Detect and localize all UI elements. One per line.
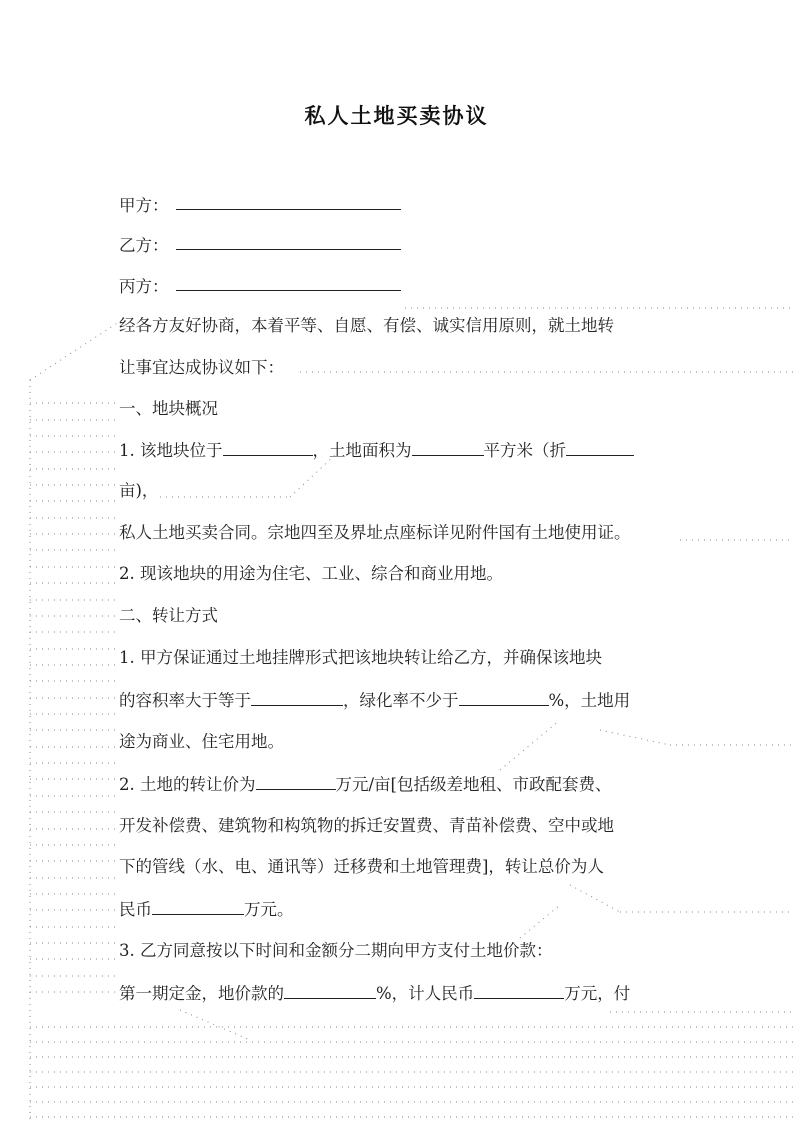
clause-1-1-boundary: 私人土地买卖合同。宗地四至及界址点座标详见附件国有土地使用证。 xyxy=(119,523,631,542)
clause-2-2-line-2: 开发补偿费、建筑物和构筑物的拆迁安置费、青苗补偿费、空中或地 xyxy=(119,816,614,835)
paragraph-intro-1: 经各方友好协商，本着平等、自愿、有偿、诚实信用原则，就土地转 xyxy=(119,316,614,335)
section-heading-transfer-method: 二、转让方式 xyxy=(119,606,218,625)
party-c-fill-line xyxy=(176,290,401,291)
clause-1-1-mu: 亩)， xyxy=(119,481,159,500)
blank-area-mu xyxy=(566,439,634,456)
document-title: 私人土地买卖协议 xyxy=(304,103,489,128)
paragraph-intro-2: 让事宜达成协议如下： xyxy=(119,358,284,377)
clause-2-1-line-1: 1. 甲方保证通过土地挂牌形式把该地块转让给乙方，并确保该地块 xyxy=(119,648,602,667)
blank-total-price xyxy=(152,898,244,915)
party-a-fill-line xyxy=(176,209,401,210)
party-a-label: 甲方： xyxy=(119,196,169,215)
clause-2-2-line-1: 2. 土地的转让价为 万元/亩[包括级差地租、市政配套费、 xyxy=(119,775,612,794)
clause-2-1-line-3: 途为商业、住宅用地。 xyxy=(119,732,284,751)
clause-2-1-line-2: 的容积率大于等于 ，绿化率不少于 %，土地用 xyxy=(119,691,631,710)
clause-1-2-usage: 2. 现该地块的用途为住宅、工业、综合和商业用地。 xyxy=(119,564,503,583)
blank-deposit-amount xyxy=(474,982,564,999)
clause-2-3-line-2: 第一期定金，地价款的 %，计人民币 万元，付 xyxy=(119,984,631,1003)
blank-area-sqm xyxy=(412,439,484,456)
clause-1-1-location: 1. 该地块位于 ，土地面积为 平方米（折 xyxy=(119,439,634,462)
party-c-label: 丙方： xyxy=(119,277,169,296)
party-b-label: 乙方： xyxy=(119,236,169,255)
blank-green-rate xyxy=(459,689,549,706)
section-heading-land-overview: 一、地块概况 xyxy=(119,399,218,418)
blank-deposit-percent xyxy=(284,982,376,999)
clause-2-2-line-3: 下的管线（水、电、通讯等）迁移费和土地管理费]，转让总价为人 xyxy=(119,857,604,876)
clause-2-3-line-1: 3. 乙方同意按以下时间和金额分二期向甲方支付土地价款： xyxy=(119,941,553,960)
blank-price-per-mu xyxy=(256,773,336,790)
blank-plot-ratio xyxy=(251,689,343,706)
blank-location xyxy=(223,439,313,456)
clause-2-2-line-4: 民币 万元。 xyxy=(119,900,294,919)
party-b-fill-line xyxy=(176,249,401,250)
